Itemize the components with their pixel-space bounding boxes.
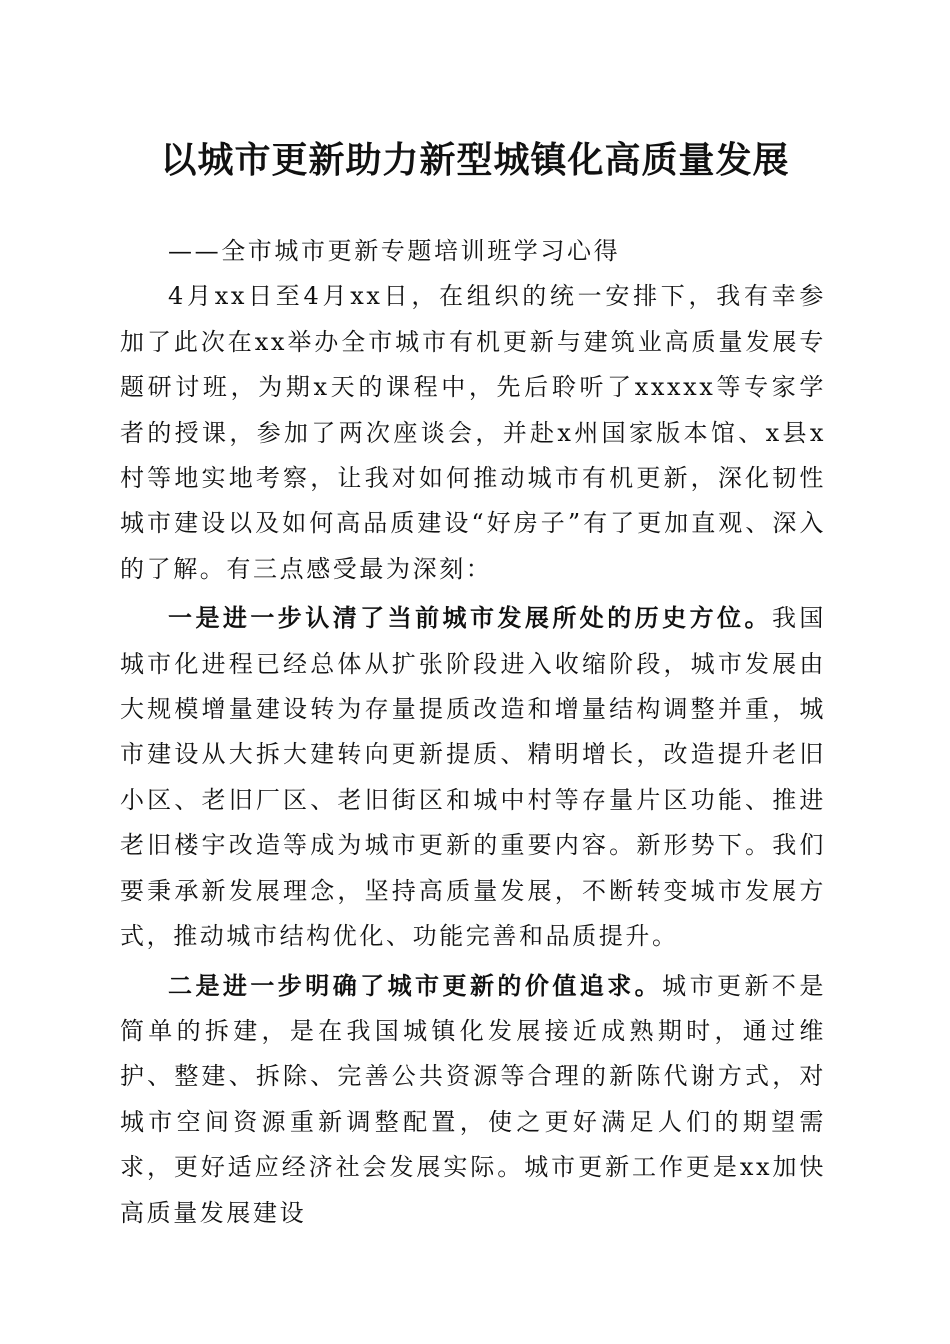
document-title: 以城市更新助力新型城镇化高质量发展: [160, 139, 790, 181]
point-one-body: 我国城市化进程已经总体从扩张阶段进入收缩阶段，城市发展由大规模增量建设转为存量提质改造和增量结构调整并重，城市建设从大拆大建转向更新提质、精明增长，改造提升老旧小区、老旧厂区、老旧街区和城中村等存量片区功能、推进老旧楼宇改造等成为城市更新的重要内容。新形势下。我们要秉承新发展理念，坚持高质量发展，不断转变城市发展方式，推动城市结构优化、功能完善和品质提升。: [120, 604, 827, 951]
point-one-lead: 一是进一步认清了当前城市发展所处的历史方位。: [168, 603, 772, 633]
document-subtitle: ——全市城市更新专题培训班学习心得: [168, 237, 621, 265]
intro-paragraph: 4月xx日至4月xx日，在组织的统一安排下，我有幸参加了此次在xx举办全市城市有机更新与建筑业高质量发展专题研讨班，为期x天的课程中，先后聆听了xxxxx等专家学者的授课，参加了两次座谈会，并赴x州国家版本馆、x县x村等地实地考察，让我对如何推动城市有机更新，深化韧性城市建设以及如何高品质建设“好房子”有了更加直观、深入的了解。有三点感受最为深刻：: [120, 282, 826, 583]
point-two-paragraph: [120, 963, 826, 1236]
point-one-paragraph: [120, 595, 826, 959]
point-two-lead: 二是进一步明确了城市更新的价值追求。: [168, 970, 663, 1000]
document-body: [120, 229, 826, 1236]
point-two-body: 城市更新不是简单的拆建，是在我国城镇化发展接近成熟期时，通过维护、整建、拆除、完善公共资源等合理的新陈代谢方式，对城市空间资源重新调整配置，使之更好满足人们的期望需求，更好适应经济社会发展实际。城市更新工作更是xx加快高质量发展建设: [120, 971, 826, 1227]
